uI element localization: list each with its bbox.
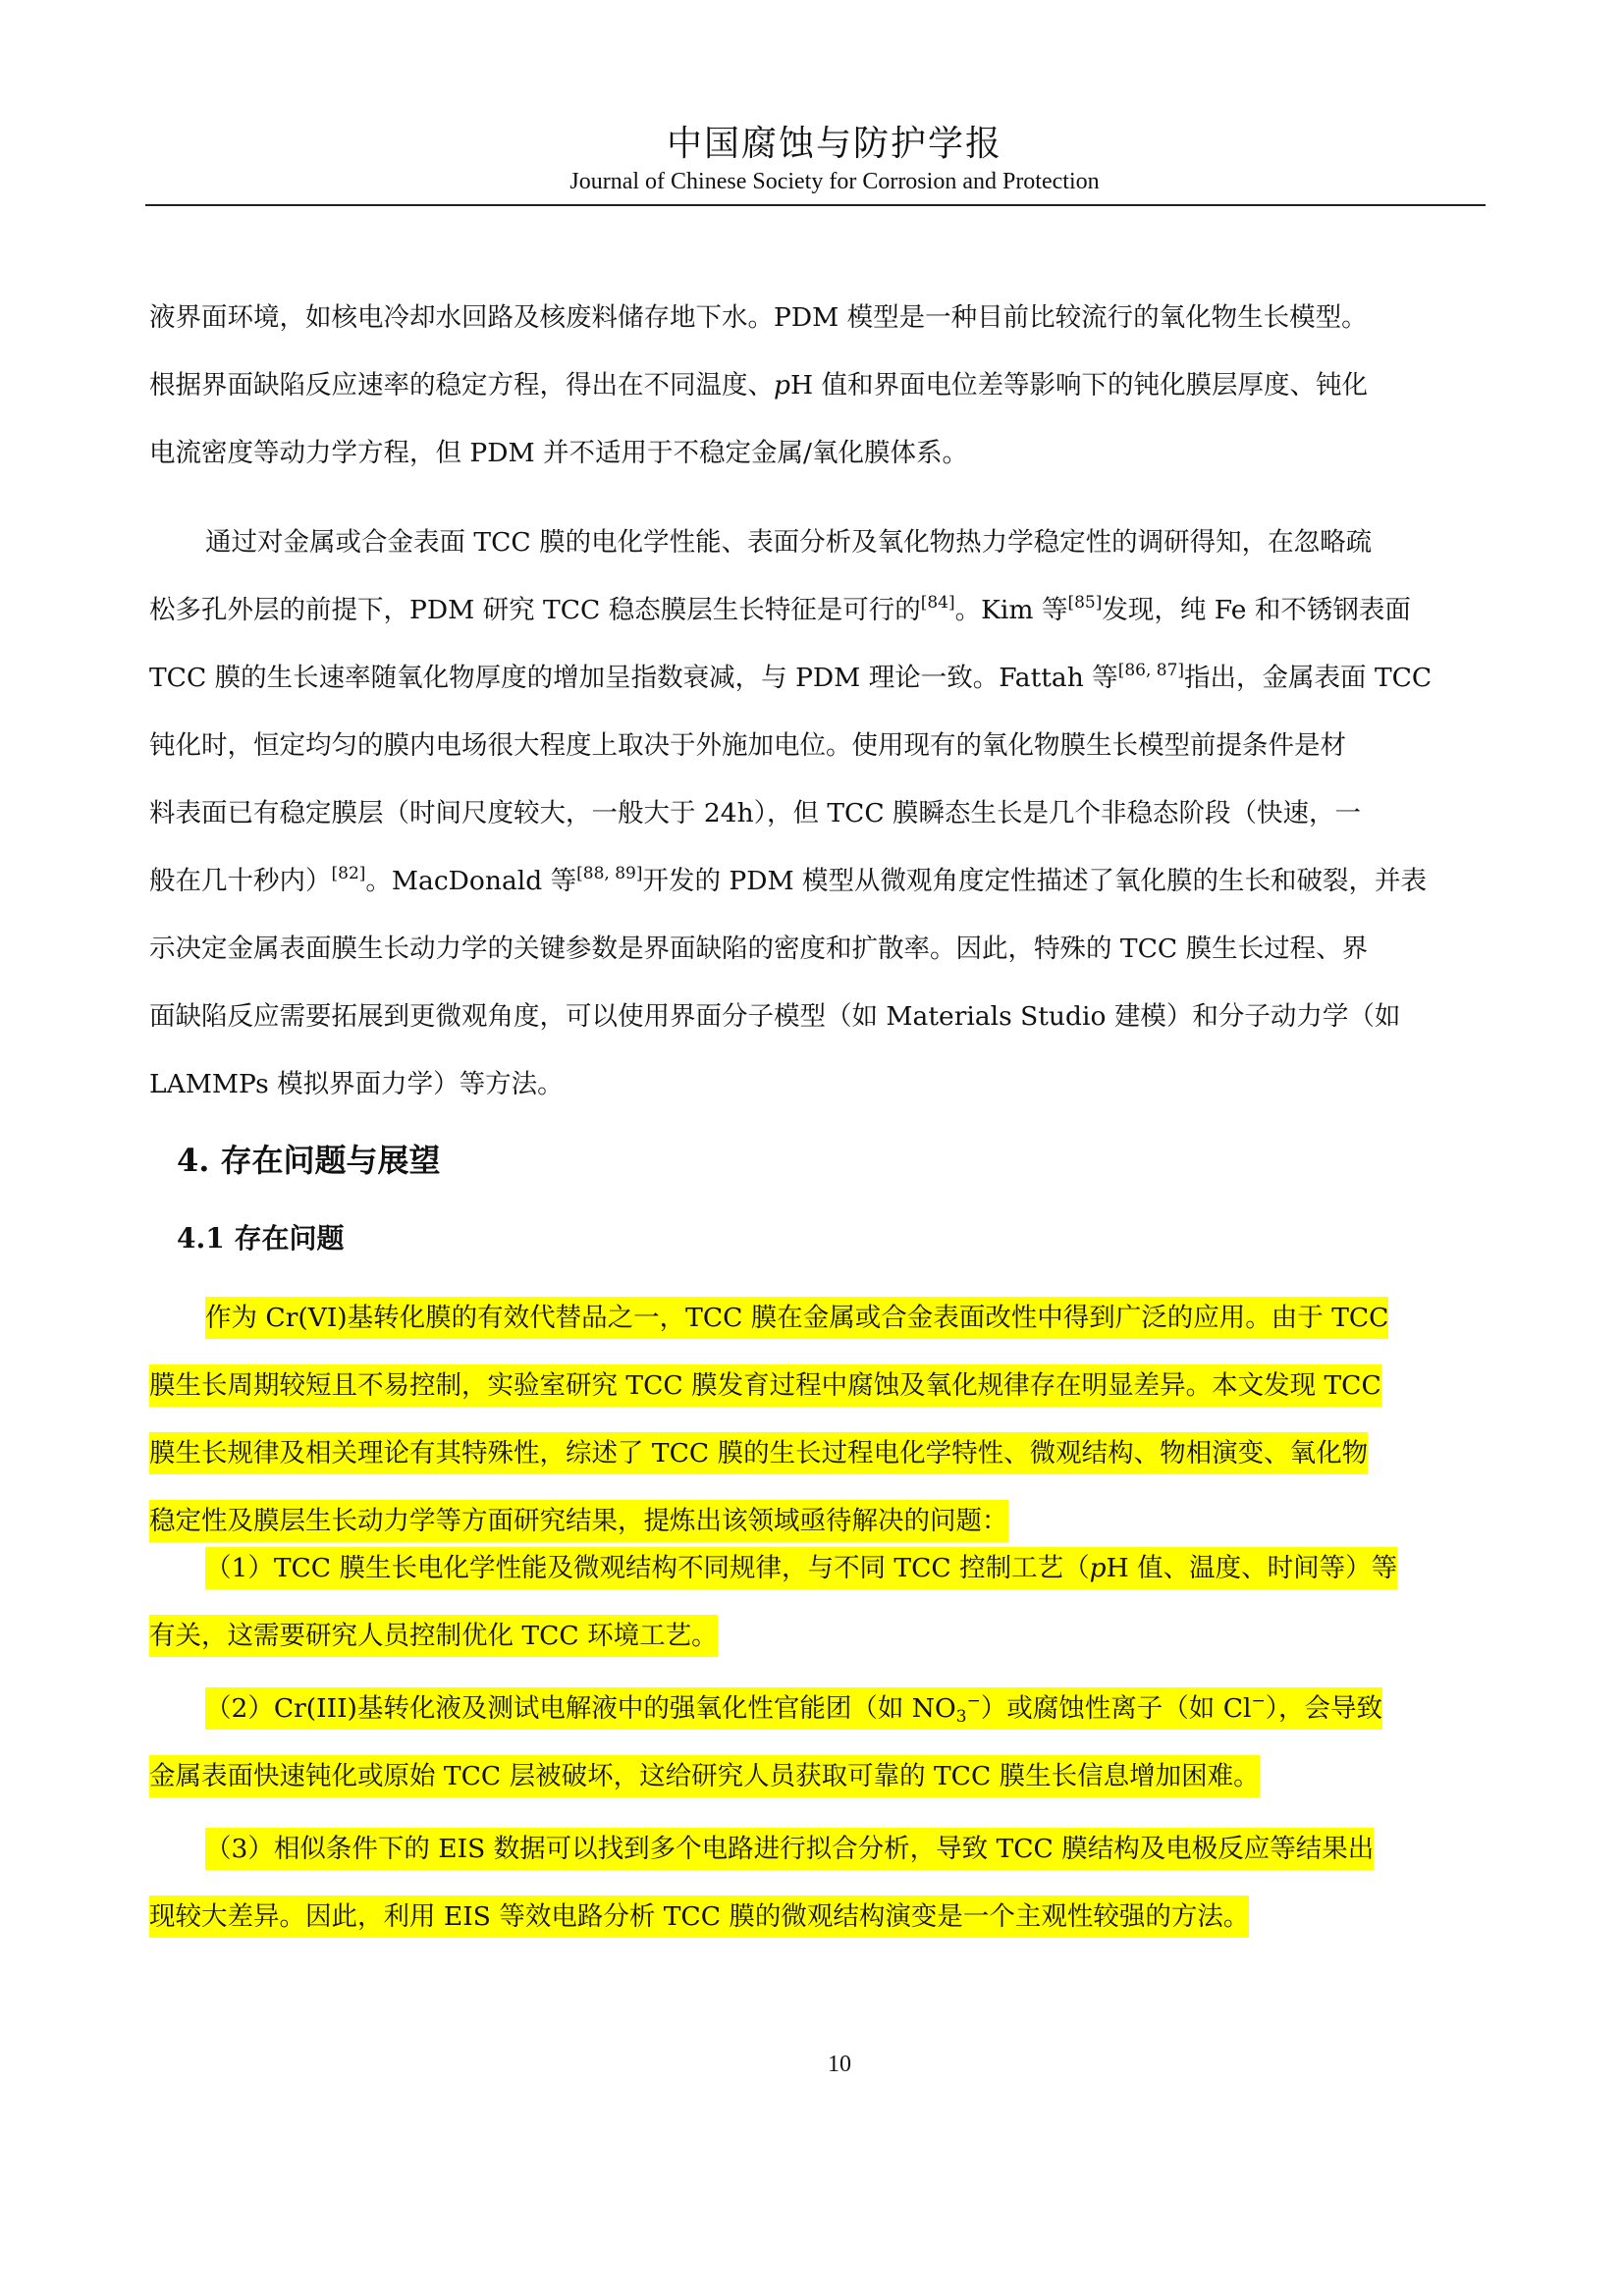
text-line: 面缺陷反应需要拓展到更微观角度，可以使用界面分子模型（如 Materials Studio 建模）和分子动力学（如 — [149, 1001, 1401, 1032]
list-item-3 — [149, 1815, 1483, 1950]
text-line: （3）相似条件下的 EIS 数据可以找到多个电路进行拟合分析，导致 TCC 膜结构及电极反应等结果出 — [149, 1815, 1483, 1883]
page-number: 10 — [828, 2052, 851, 2077]
citation-ref: [86, 87] — [1117, 661, 1185, 680]
text-line: TCC 膜的生长速率随氧化物厚度的增加呈指数衰减，与 PDM 理论一致。Fattah 等[86, 87]指出，金属表面 TCC — [149, 661, 1433, 693]
paragraph-3-highlighted — [149, 1284, 1483, 1555]
text-line: 料表面已有稳定膜层（时间尺度较大，一般大于 24h），但 TCC 膜瞬态生长是几个非稳态阶段（快速，一 — [149, 798, 1362, 828]
text-line: 根据界面缺陷反应速率的稳定方程，得出在不同温度、pH 值和界面电位差等影响下的钝化膜层厚度、钝化 — [149, 370, 1369, 400]
text-line: （1）TCC 膜生长电化学性能及微观结构不同规律，与不同 TCC 控制工艺（pH 值、温度、时间等）等 — [149, 1534, 1483, 1602]
journal-title-cn: 中国腐蚀与防护学报 — [666, 124, 1002, 164]
citation-ref: [85] — [1067, 593, 1103, 613]
subsection-heading-4-1: 4.1 存在问题 — [177, 1222, 345, 1255]
text-line: 电流密度等动力学方程，但 PDM 并不适用于不稳定金属/氧化膜体系。 — [149, 438, 968, 468]
paragraph-2 — [149, 508, 1483, 1118]
text-line: （2）Cr(III)基转化液及测试电解液中的强氧化性官能团（如 $NO_3^-$）或腐蚀性离子（如 Cl−），会导致 — [149, 1675, 1483, 1742]
text-line: 有关，这需要研究人员控制优化 TCC 环境工艺。 — [149, 1602, 1483, 1670]
text-line: 示决定金属表面膜生长动力学的关键参数是界面缺陷的密度和扩散率。因此，特殊的 TCC 膜生长过程、界 — [149, 934, 1369, 964]
section-heading-4: 4. 存在问题与展望 — [177, 1142, 441, 1179]
text-line: 般在几十秒内）[82]。MacDonald 等[88, 89]开发的 PDM 模型从微观角度定性描述了氧化膜的生长和破裂，并表 — [149, 864, 1428, 896]
list-item-2 — [149, 1675, 1483, 1810]
citation-ref: [84] — [920, 593, 955, 613]
text-line: 稳定性及膜层生长动力学等方面研究结果，提炼出该领域亟待解决的问题： — [149, 1487, 1483, 1555]
citation-ref: [82] — [331, 864, 366, 883]
text-line: 膜生长规律及相关理论有其特殊性，综述了 TCC 膜的生长过程电化学特性、微观结构、物相演变、氧化物 — [149, 1419, 1483, 1487]
text-line: 通过对金属或合金表面 TCC 膜的电化学性能、表面分析及氧化物热力学稳定性的调研得知，在忽略疏 — [205, 527, 1373, 558]
text-line: 松多孔外层的前提下，PDM 研究 TCC 稳态膜层生长特征是可行的[84]。Kim 等[85]发现，纯 Fe 和不锈钢表面 — [149, 593, 1411, 625]
header-rule — [145, 204, 1486, 206]
text-line: 金属表面快速钝化或原始 TCC 层被破坏，这给研究人员获取可靠的 TCC 膜生长信息增加困难。 — [149, 1742, 1483, 1810]
citation-ref: [88, 89] — [576, 864, 643, 883]
text-line: 现较大差异。因此，利用 EIS 等效电路分析 TCC 膜的微观结构演变是一个主观性较强的方法。 — [149, 1883, 1483, 1950]
text-line: 钝化时，恒定均匀的膜内电场很大程度上取决于外施加电位。使用现有的氧化物膜生长模型前提条件是材 — [149, 730, 1346, 761]
text-line: 膜生长周期较短且不易控制，实验室研究 TCC 膜发育过程中腐蚀及氧化规律存在明显差异。本文发现 TCC — [149, 1352, 1483, 1419]
text-line: LAMMPs 模拟界面力学）等方法。 — [149, 1069, 564, 1099]
text-line: 液界面环境，如核电冷却水回路及核废料储存地下水。PDM 模型是一种目前比较流行的氧化物生长模型。 — [149, 302, 1368, 333]
journal-title-en: Journal of Chinese Society for Corrosion and Protection — [569, 169, 1100, 194]
text-line: 作为 Cr(VI)基转化膜的有效代替品之一，TCC 膜在金属或合金表面改性中得到广泛的应用。由于 TCC — [149, 1284, 1483, 1352]
list-item-1 — [149, 1534, 1483, 1670]
paragraph-1 — [149, 284, 1483, 487]
